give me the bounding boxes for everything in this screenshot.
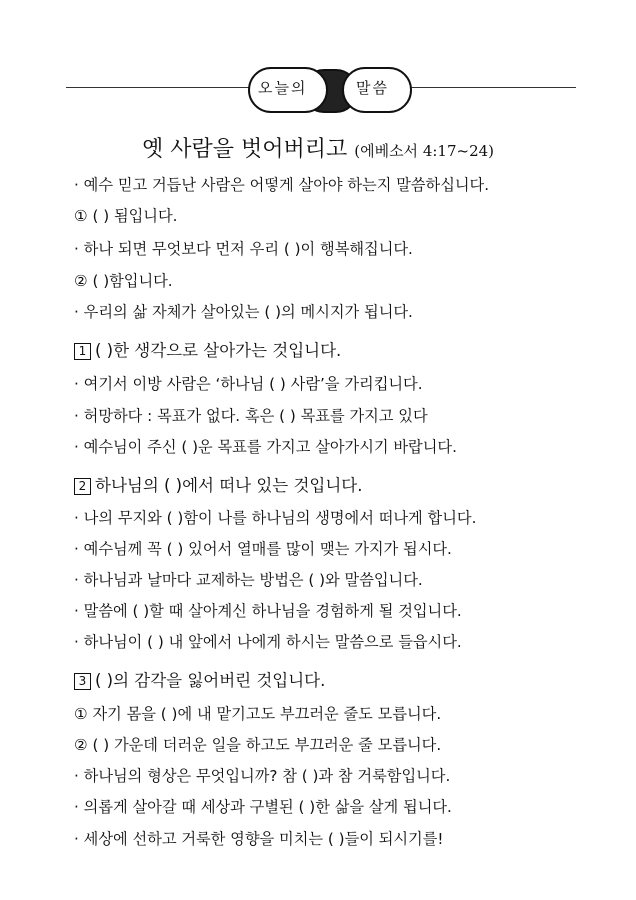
page-title — [0, 132, 636, 163]
section-heading-text-3: ( )의 감각을 잃어버린 것입니다. — [95, 671, 326, 690]
line-11: · 나의 무지와 ( )함이 나를 하나님의 생명에서 떠나게 합니다. — [74, 509, 477, 527]
line-20: · 의롭게 살아갈 때 세상과 구별된 ( )한 삶을 살게 됩니다. — [74, 798, 452, 816]
header-label-left: 오늘의 — [258, 79, 308, 97]
line-19: · 하나님의 형상은 무엇입니까? 참 ( )과 참 거룩함입니다. — [74, 767, 451, 785]
line-9: · 예수님이 주신 ( )운 목표를 가지고 살아가시기 바랍니다. — [74, 438, 457, 456]
line-1: · 예수 믿고 거듭난 사람은 어떻게 살아야 하는지 말씀하십니다. — [74, 176, 490, 194]
title-main: 옛 사람을 벗어버리고 — [141, 137, 348, 162]
section-heading-1 — [74, 341, 614, 361]
line-4: ② ( )함입니다. — [74, 272, 173, 290]
title-reference: (에베소서 4:17~24) — [354, 142, 495, 160]
line-7: · 여기서 이방 사람은 ‘하나님 ( ) 사람’을 가리킵니다. — [74, 375, 423, 393]
section-heading-3 — [74, 671, 614, 691]
line-17: ① 자기 몸을 ( )에 내 맡기고도 부끄러운 줄도 모릅니다. — [74, 705, 442, 723]
line-14: · 말씀에 ( )할 때 살아계신 하나님을 경험하게 될 것입니다. — [74, 602, 462, 620]
line-21: · 세상에 선하고 거룩한 영향을 미치는 ( )들이 되시기를! — [74, 830, 444, 848]
header-pill-group — [244, 63, 412, 115]
section-heading-2 — [74, 476, 614, 496]
section-number-box-1: 1 — [74, 343, 91, 360]
section-heading-text-2: 하나님의 ( )에서 떠나 있는 것입니다. — [95, 476, 363, 495]
section-heading-text-1: ( )한 생각으로 살아가는 것입니다. — [95, 341, 342, 360]
section-number-box-2: 2 — [74, 478, 91, 495]
line-12: · 예수님께 꼭 ( ) 있어서 열매를 많이 맺는 가지가 됩시다. — [74, 540, 452, 558]
header-label-right: 말씀 — [356, 79, 389, 97]
section-number-box-3: 3 — [74, 673, 91, 690]
line-8: · 허망하다 : 목표가 없다. 혹은 ( ) 목표를 가지고 있다 — [74, 407, 428, 425]
line-18: ② ( ) 가운데 더러운 일을 하고도 부끄러운 줄 모릅니다. — [74, 736, 442, 754]
line-13: · 하나님과 날마다 교제하는 방법은 ( )와 말씀입니다. — [74, 571, 423, 589]
header-banner — [0, 58, 636, 118]
line-2: ① ( ) 됨입니다. — [74, 207, 178, 225]
line-5: · 우리의 삶 자체가 살아있는 ( )의 메시지가 됩니다. — [74, 303, 413, 321]
line-15: · 하나님이 ( ) 내 앞에서 나에게 하시는 말씀으로 들읍시다. — [74, 633, 462, 651]
line-3: · 하나 되면 무엇보다 먼저 우리 ( )이 행복해집니다. — [74, 240, 413, 258]
